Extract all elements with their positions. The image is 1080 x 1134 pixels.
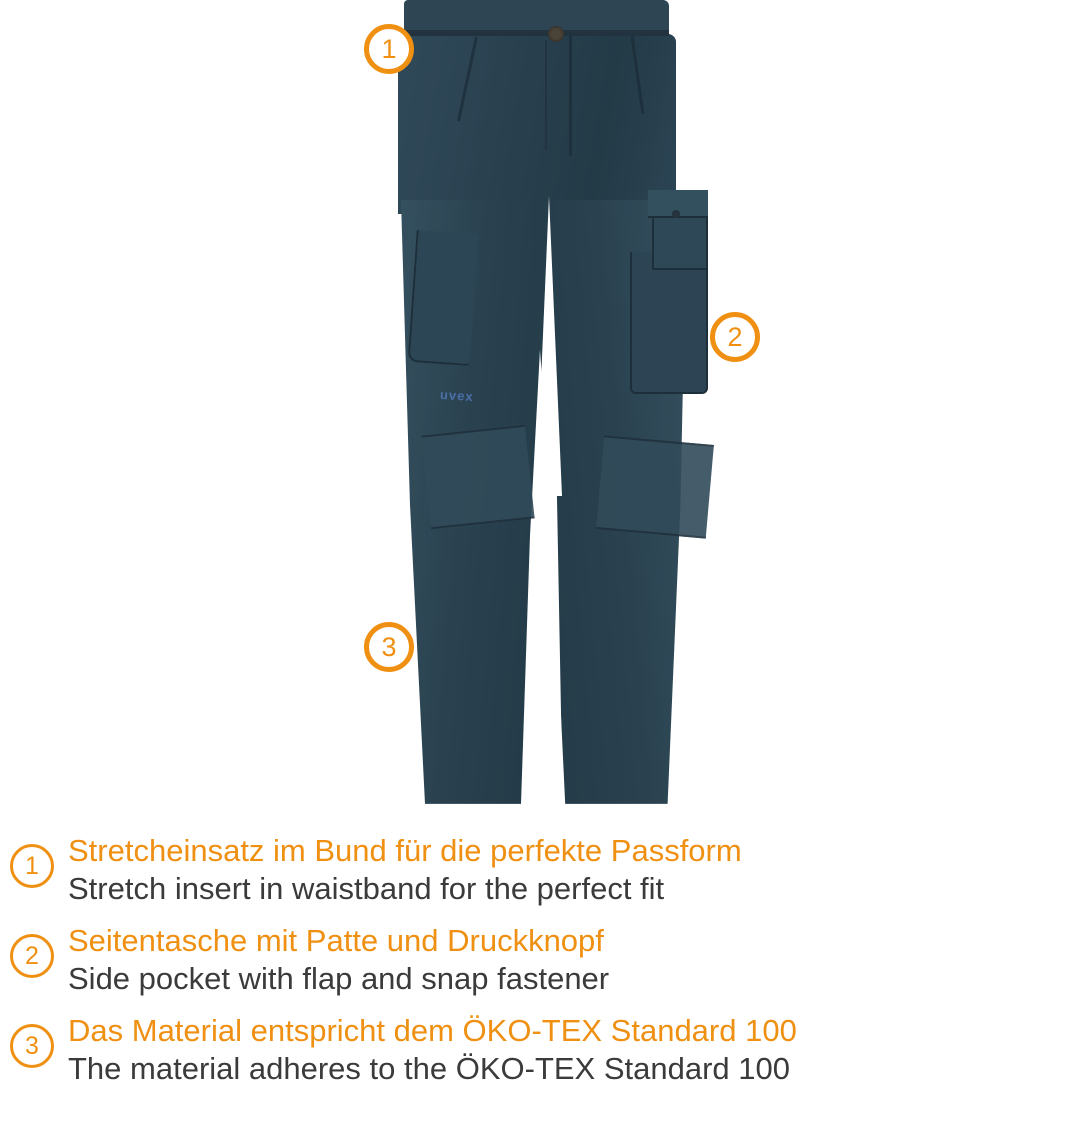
fly-seam-secondary <box>545 40 547 150</box>
legend-badge-3: 3 <box>10 1024 54 1068</box>
legend-text-de-1: Stretcheinsatz im Bund für die perfekte Passform <box>68 833 742 868</box>
left-knee-panel <box>421 425 534 529</box>
legend-badge-2: 2 <box>10 934 54 978</box>
legend-text-en-3: The material adheres to the ÖKO-TEX Standard 100 <box>68 1051 790 1086</box>
brand-logo: uvex <box>439 386 475 405</box>
legend-text-3 <box>68 1012 797 1088</box>
legend-text-2 <box>68 922 609 998</box>
legend-badge-1: 1 <box>10 844 54 888</box>
legend-text-en-2: Side pocket with flap and snap fastener <box>68 961 610 996</box>
callout-marker-2: 2 <box>710 312 760 362</box>
callout-marker-3: 3 <box>364 622 414 672</box>
right-knee-panel <box>596 435 714 538</box>
waistband-shadow <box>404 30 669 36</box>
left-thigh-pocket <box>407 230 478 366</box>
legend-text-de-2: Seitentasche mit Patte und Druckknopf <box>68 923 604 958</box>
legend-item-3 <box>0 1012 1080 1088</box>
feature-legend <box>0 832 1080 1134</box>
waist-button <box>548 26 564 42</box>
fly-seam <box>569 36 572 156</box>
legend-item-2 <box>0 922 1080 998</box>
legend-text-en-1: Stretch insert in waistband for the perfect fit <box>68 871 665 906</box>
callout-marker-1: 1 <box>364 24 414 74</box>
legend-text-de-3: Das Material entspricht dem ÖKO-TEX Standard 100 <box>68 1013 797 1048</box>
legend-item-1 <box>0 832 1080 908</box>
right-cargo-pocket <box>630 252 708 394</box>
legend-text-1 <box>68 832 742 908</box>
snap-fastener <box>672 210 680 218</box>
